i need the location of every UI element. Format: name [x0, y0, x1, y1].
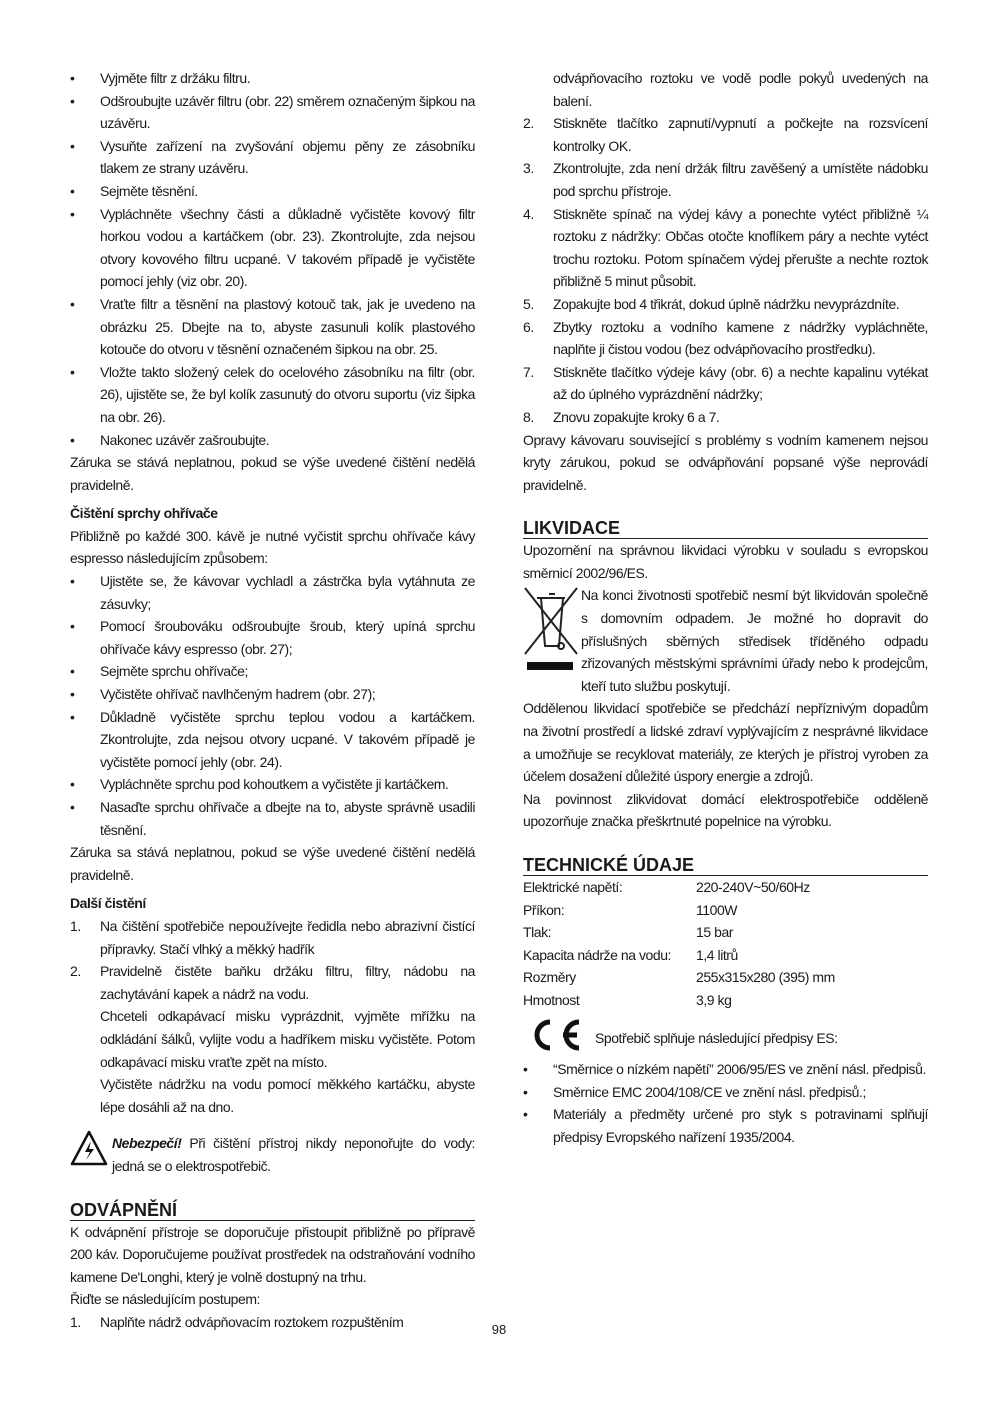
spec-value: 1,4 litrů	[696, 946, 738, 963]
paragraph: Opravy kávovaru související s problémy s vodním kamenem nejsou kryty zárukou, pokud se odvápňování popsané výše neprovádí pravidelně.	[523, 431, 928, 493]
bullet-item	[70, 361, 475, 429]
bullet-marker: •	[70, 295, 75, 312]
bullet-marker: •	[70, 431, 75, 448]
spec-value: 255x315x280 (395) mm	[696, 969, 835, 986]
paragraph: Na povinnost zlikvidovat domácí elektrospotřebiče odděleně upozorňuje značka přeškrtnuté popelnice na výrobku.	[523, 790, 928, 830]
item-number: 7.	[523, 363, 534, 380]
crossed-bin-icon	[523, 584, 579, 676]
spec-label: Tlak:	[523, 924, 552, 941]
weee-text: Na konci životnosti spotřebič nesmí být likvidován společně s domovním odpadem. Je možné ho dopravit do příslušných sběrných středisek tříděného odpadu zřizovaných městskými správními úřady nebo k prodejcům, kteří tuto službu poskytují.	[581, 587, 928, 694]
bullet-item	[523, 1103, 928, 1148]
spec-row	[523, 966, 928, 989]
item-text: Materiály a předměty určené pro styk s potravinami splňují předpisy Evropského nařízení 1935/2004.	[553, 1106, 928, 1145]
bullet-item	[70, 615, 475, 660]
item-text: Vraťte filtr a těsnění na plastový kotouč tak, jak je uvedeno na obrázku 25. Dbejte na to, abyste zasunuli kolík plastového kotouče do otvoru v těsnění označeném šipkou na obr. 25.	[100, 295, 475, 358]
item-text: Zkontrolujte, zda není držák filtru zavěšený a umístěte nádobku pod sprchu přístroje.	[553, 160, 928, 199]
paragraph: Záruka se stává neplatnou, pokud se výše uvedené čištění nedělá pravidelně.	[70, 454, 475, 493]
section-heading: TECHNICKÉ ÚDAJE	[523, 851, 928, 876]
spec-label: Hmotnost	[523, 991, 580, 1008]
bullet-item	[70, 796, 475, 841]
spec-label: Elektrické napětí:	[523, 879, 623, 895]
right-column	[523, 67, 928, 1149]
spec-value: 220-240V~50/60Hz	[696, 879, 810, 895]
bullet-item	[70, 429, 475, 452]
item-text: Směrnice EMC 2004/108/CE ve znění násl. předpisů.;	[553, 1083, 866, 1100]
paragraph: Řiďte se následujícím postupem:	[70, 1291, 260, 1308]
section-heading: ODVÁPNĚNÍ	[70, 1196, 475, 1221]
item-text: Znovu zopakujte kroky 6 a 7.	[553, 408, 720, 425]
item-text: Odšroubujte uzávěr filtru (obr. 22) směrem označeným šipkou na uzávěru.	[100, 92, 475, 132]
bullet-item	[70, 706, 475, 774]
item-text: Vysuňte zařízení na zvyšování objemu pěny ze zásobníku tlakem ze strany uzávěru.	[100, 137, 475, 177]
numbered-item	[523, 157, 928, 202]
item-text: Naplňte nádrž odvápňovacím roztokem rozpuštěním	[100, 1313, 404, 1330]
item-text: Pomocí šroubováku odšroubujte šroub, který upíná sprchu ohřívače kávy espresso (obr. 27);	[100, 618, 475, 657]
item-text: Pravidelně čistěte baňku držáku filtru, filtry, nádobu na zachytávání kapek a nádrž na vodu.	[100, 963, 475, 1002]
bullet-item	[70, 90, 475, 135]
spec-value: 1100W	[696, 901, 738, 918]
item-text: Na čištění spotřebiče nepoužívejte ředidla nebo abrazivní čistící přípravky. Stačí vlhký a měkký hadřík	[100, 917, 475, 957]
left-column	[70, 67, 475, 1333]
warning-body: Při čištění přístroj nikdy neponořujte do vody: jedná se o elektrospotřebič.	[112, 1135, 475, 1174]
item-number: 2.	[523, 115, 534, 132]
bullet-marker: •	[70, 663, 75, 680]
item-text: Důkladně vyčistěte sprchu teplou vodou a kartáčkem. Zkontrolujte, zda nejsou otvory ucpané. V takovém případě je vyčistěte pomocí jehly (obr. 24).	[100, 708, 475, 770]
item-number: 6.	[523, 318, 534, 335]
item-text: Sejměte sprchu ohřívače;	[100, 663, 248, 680]
bullet-item	[70, 660, 475, 683]
bullet-marker: •	[70, 363, 75, 380]
spec-row	[523, 899, 928, 922]
spec-row	[523, 944, 928, 967]
spec-row	[523, 989, 928, 1012]
bullet-marker: •	[70, 686, 75, 703]
ce-mark-icon	[523, 1018, 585, 1059]
warning-note	[70, 1132, 475, 1177]
bullet-marker: •	[70, 776, 75, 793]
subheading: Čištění sprchy ohřívače	[70, 505, 218, 522]
numbered-item	[70, 915, 475, 960]
bullet-item	[70, 135, 475, 180]
spec-row	[523, 876, 928, 899]
item-text: Vyjměte filtr z držáku filtru.	[100, 70, 251, 86]
item-text: Stiskněte tlačítko výdeje kávy (obr. 6) a nechte kapalinu vytékat až do úplného vyprázdnění nádržky;	[553, 363, 928, 403]
spec-row	[523, 921, 928, 944]
page-number: 98	[491, 1322, 507, 1337]
bullet-marker: •	[70, 618, 75, 635]
paragraph: Oddělenou likvidací spotřebiče se předchází nepříznivým dopadům na životní prostředí a lidské zdraví vyplývajícím z nesprávné likvidace a umožňuje se recyklovat materiály, ze kterých je přístroj vyroben za účelem dosažení důležité úspory energie a zdrojů.	[523, 700, 928, 785]
item-number: 8.	[523, 408, 534, 425]
ce-statement	[523, 1018, 928, 1059]
warning-label: Nebezpečí!	[112, 1135, 182, 1152]
numbered-item	[523, 203, 928, 293]
item-text: Stiskněte tlačítko zapnutí/vypnutí a počkejte na rozsvícení kontrolky OK.	[553, 115, 928, 154]
bullet-marker: •	[523, 1083, 528, 1100]
item-number: 3.	[523, 160, 534, 177]
item-number: 1.	[70, 917, 81, 934]
item-number: 2.	[70, 963, 81, 980]
item-text: Zbytky roztoku a vodního kamene z nádržky vypláchněte, naplňte ji čistou vodou (bez odvápňovacího prostředku).	[553, 318, 928, 358]
spec-value: 3,9 kg	[696, 991, 732, 1008]
numbered-item	[523, 361, 928, 406]
indented-paragraph: odvápňovacího roztoku ve vodě podle pokyů uvedených na balení.	[553, 70, 928, 109]
bullet-item	[70, 293, 475, 361]
bullet-item	[70, 203, 475, 293]
paragraph: Upozornění na správnou likvidaci výrobku v souladu s evropskou směrnicí 2002/96/ES.	[523, 542, 928, 581]
bullet-item	[70, 570, 475, 615]
bullet-item	[70, 773, 475, 796]
bullet-marker: •	[70, 92, 75, 109]
subheading: Další čistění	[70, 895, 146, 912]
paragraph: Záruka sa stává neplatnou, pokud se výše uvedené čištění nedělá pravidelně.	[70, 844, 475, 883]
bullet-marker: •	[523, 1061, 528, 1078]
bullet-marker: •	[70, 137, 75, 154]
bullet-item	[523, 1081, 928, 1104]
item-text: Vypláchněte všechny části a důkladně vyčistěte kovový filtr horkou vodou a kartáčkem (obr. 23). Zkontrolujte, zda nejsou otvory kovového filtru ucpané. V takovém případě je vyčistěte pomocí jehly (viz obr. 20).	[100, 205, 475, 290]
ce-text: Spotřebič splňuje následující předpisy ES:	[595, 1029, 838, 1046]
numbered-item	[523, 406, 928, 429]
item-text: Ujistěte se, že kávovar vychladl a zástrčka byla vytáhnuta ze zásuvky;	[100, 573, 475, 612]
section-heading: LIKVIDACE	[523, 514, 928, 539]
item-text: “Směrnice o nízkém napětí” 2006/95/ES ve znění násl. předpisů.	[553, 1061, 926, 1078]
bullet-marker: •	[70, 573, 75, 590]
item-text: Stiskněte spínač na výdej kávy a ponechte vytéct přibližně ¼ roztoku z nádržky: Občas otočte knoflíkem páry a nechte vytéct trochu roztoku. Potom spínačem výdej přerušte a nechte roztok přibližně 5 minut působit.	[553, 205, 928, 290]
item-text: Vložte takto složený celek do ocelového zásobníku na filtr (obr. 26), ujistěte se, že byl kolík zasunutý do otvoru suportu (viz šipka na obr. 26).	[100, 363, 475, 425]
item-text: Vyčistěte ohřívač navlhčeným hadrem (obr. 27);	[100, 686, 376, 703]
item-number: 1.	[70, 1313, 81, 1330]
indented-paragraph: Vyčistěte nádržku na vodu pomocí měkkého kartáčku, abyste lépe dosáhli až na dno.	[100, 1076, 475, 1115]
item-number: 4.	[523, 205, 534, 222]
numbered-item	[70, 960, 475, 1005]
item-text: Nakonec uzávěr zašroubujte.	[100, 431, 270, 448]
bullet-marker: •	[523, 1106, 528, 1123]
bullet-item	[523, 1058, 928, 1081]
bullet-item	[70, 180, 475, 203]
item-number: 5.	[523, 295, 534, 312]
bullet-item	[70, 67, 475, 90]
electric-hazard-icon	[70, 1130, 112, 1173]
bullet-marker: •	[70, 799, 75, 815]
bullet-item	[70, 683, 475, 706]
spec-value: 15 bar	[696, 924, 733, 941]
spec-label: Kapacita nádrže na vodu:	[523, 946, 671, 963]
item-text: Sejměte těsnění.	[100, 182, 198, 199]
spec-label: Rozměry	[523, 969, 576, 986]
item-text: Zopakujte bod 4 třikrát, dokud úplně nádržku nevyprázdníte.	[553, 295, 900, 312]
weee-paragraph	[523, 584, 928, 697]
item-text: Vypláchněte sprchu pod kohoutkem a vyčistěte ji kartáčkem.	[100, 776, 449, 793]
bullet-marker: •	[70, 70, 75, 86]
bullet-marker: •	[70, 205, 75, 222]
numbered-item	[523, 112, 928, 157]
paragraph: K odvápnění přístroje se doporučuje přistoupit přibližně po přípravě 200 káv. Doporučujeme používat prostředek na odstraňování vodního kamene De'Longhi, který je volně dostupný na trhu.	[70, 1223, 475, 1285]
bullet-marker: •	[70, 708, 75, 725]
paragraph: Přibližně po každé 300. kávě je nutné vyčistit sprchu ohřívače kávy espresso následujícím způsobem:	[70, 527, 475, 567]
numbered-item	[523, 316, 928, 361]
numbered-item	[523, 293, 928, 316]
warning-text	[112, 1132, 475, 1177]
indented-paragraph: Chceteli odkapávací misku vyprázdnit, vyjměte mřížku na odkládání šálků, vylijte vodu a hadříkem misku vyčistěte. Potom odkapávací misku vraťte zpět na místo.	[100, 1008, 475, 1070]
item-text: Nasaďte sprchu ohřívače a dbejte na to, abyste správně usadili těsnění.	[100, 799, 475, 838]
spec-label: Příkon:	[523, 901, 565, 918]
bullet-marker: •	[70, 182, 75, 199]
